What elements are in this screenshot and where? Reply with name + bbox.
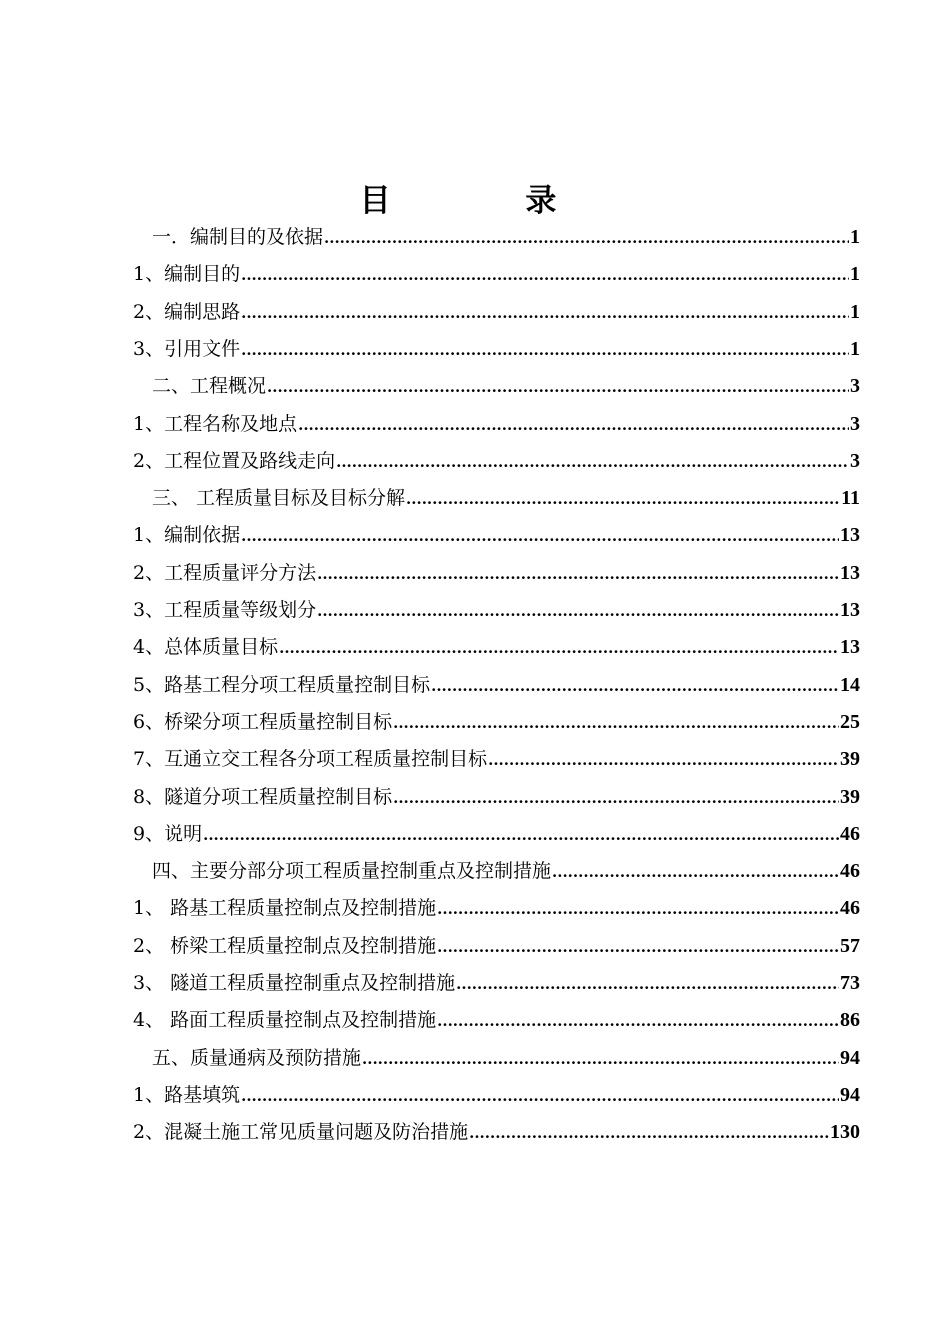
toc-entry-label: 四、主要分部分项工程质量控制重点及控制措施 <box>152 860 552 883</box>
toc-entry[interactable] <box>133 965 860 1002</box>
toc-entry[interactable] <box>133 331 860 368</box>
toc-entry-label: 1、工程名称及地点 <box>133 412 298 435</box>
toc-entry-label: 1、路基填筑 <box>133 1083 241 1106</box>
toc-dot-leader <box>437 1003 839 1040</box>
toc-entry-label: 9、说明 <box>133 822 203 845</box>
toc-entry-page-number: 1 <box>850 226 860 248</box>
toc-entry-label: 3、 隧道工程质量控制重点及控制措施 <box>133 972 456 994</box>
toc-dot-leader <box>393 705 839 742</box>
toc-dot-leader <box>241 295 849 332</box>
toc-entry-page-number: 46 <box>840 822 860 845</box>
toc-entry-page-number: 13 <box>840 636 860 659</box>
toc-entry-label: 5、路基工程分项工程质量控制目标 <box>133 673 431 696</box>
toc-entry-label: 7、互通立交工程各分项工程质量控制目标 <box>133 748 488 771</box>
toc-entry[interactable] <box>152 1040 860 1077</box>
toc-entry-page-number: 130 <box>830 1121 860 1144</box>
toc-entry-label: 1、 路基工程质量控制点及控制措施 <box>133 897 437 920</box>
toc-entry-page-number: 13 <box>840 524 860 547</box>
toc-entry-page-number: 13 <box>840 561 860 584</box>
toc-entry-page-number: 1 <box>850 337 860 360</box>
toc-entry-page-number: 13 <box>840 599 860 621</box>
toc-entry[interactable] <box>133 704 860 741</box>
toc-entry-label: 2、编制思路 <box>133 300 241 323</box>
toc-entry-page-number: 25 <box>840 710 860 733</box>
toc-entry-page-number: 46 <box>840 897 860 920</box>
toc-entry[interactable] <box>133 592 860 629</box>
toc-entry-page-number: 3 <box>850 412 860 435</box>
toc-dot-leader <box>241 518 839 555</box>
toc-entry[interactable] <box>133 406 860 443</box>
toc-entry-label: 2、工程位置及路线走向 <box>133 449 336 472</box>
toc-dot-leader <box>241 257 849 294</box>
toc-entry-label: 三、 工程质量目标及目标分解 <box>152 487 406 510</box>
toc-dot-leader <box>241 332 849 369</box>
toc-entry[interactable] <box>133 928 860 965</box>
toc-entry[interactable] <box>133 294 860 331</box>
toc-dot-leader <box>324 220 849 257</box>
toc-entry-page-number: 73 <box>840 972 860 994</box>
toc-entry-page-number: 57 <box>840 934 860 957</box>
toc-entry-label: 1、编制依据 <box>133 524 241 547</box>
toc-dot-leader <box>298 407 849 444</box>
toc-entry-page-number: 86 <box>840 1009 860 1032</box>
toc-entry[interactable] <box>133 1077 860 1114</box>
toc-entry-page-number: 3 <box>850 449 860 472</box>
toc-entry-label: 8、隧道分项工程质量控制目标 <box>133 785 393 808</box>
toc-entry-label: 3、工程质量等级划分 <box>133 599 317 621</box>
toc-dot-leader <box>317 593 839 630</box>
toc-dot-leader <box>267 369 849 406</box>
toc-dot-leader <box>488 742 839 779</box>
toc-entry-page-number: 14 <box>840 673 860 696</box>
toc-entry-label: 2、混凝土施工常见质量问题及防治措施 <box>133 1121 469 1144</box>
toc-entry-page-number: 3 <box>850 375 860 398</box>
toc-dot-leader <box>241 1078 839 1115</box>
toc-dot-leader <box>203 817 839 854</box>
toc-entry-label: 2、 桥梁工程质量控制点及控制措施 <box>133 934 437 957</box>
toc-dot-leader <box>469 1115 829 1152</box>
toc-entry[interactable] <box>133 256 860 293</box>
toc-dot-leader <box>279 630 839 667</box>
toc-entry-page-number: 94 <box>840 1083 860 1106</box>
toc-entry[interactable] <box>133 555 860 592</box>
toc-entry-page-number: 46 <box>840 860 860 883</box>
toc-dot-leader <box>437 929 839 966</box>
toc-entry-label: 6、桥梁分项工程质量控制目标 <box>133 710 393 733</box>
toc-entry-label: 2、工程质量评分方法 <box>133 561 317 584</box>
toc-dot-leader <box>393 780 839 817</box>
toc-entry[interactable] <box>133 1002 860 1039</box>
toc-entry[interactable] <box>133 629 860 666</box>
toc-entry-page-number: 39 <box>840 748 860 771</box>
toc-dot-leader <box>456 966 839 1003</box>
toc-entry-label: 3、引用文件 <box>133 337 241 360</box>
toc-entry[interactable] <box>133 816 860 853</box>
toc-entry-page-number: 39 <box>840 785 860 808</box>
toc-entry[interactable] <box>152 368 860 405</box>
toc-entry-label: 一．编制目的及依据 <box>152 226 324 248</box>
toc-entry[interactable] <box>133 779 860 816</box>
toc-entry[interactable] <box>133 443 860 480</box>
toc-entry[interactable] <box>133 741 860 778</box>
toc-entry[interactable] <box>152 480 860 517</box>
toc-entry-label: 4、总体质量目标 <box>133 636 279 659</box>
toc-dot-leader <box>437 891 839 928</box>
toc-entry-page-number: 1 <box>850 300 860 323</box>
toc-dot-leader <box>336 444 849 481</box>
toc-entry-label: 1、编制目的 <box>133 263 241 286</box>
page-title: 目 录 <box>359 183 619 219</box>
toc-entry[interactable] <box>133 1114 860 1151</box>
toc-entry-page-number: 1 <box>850 263 860 286</box>
toc-entry-page-number: 11 <box>841 487 860 510</box>
toc-entry[interactable] <box>133 890 860 927</box>
toc-dot-leader <box>406 481 840 518</box>
toc-entry[interactable] <box>133 667 860 704</box>
toc-dot-leader <box>362 1041 839 1078</box>
toc-dot-leader <box>317 556 839 593</box>
toc-entry[interactable] <box>152 219 860 256</box>
toc-entry-label: 五、质量通病及预防措施 <box>152 1046 362 1069</box>
toc-entry-label: 4、 路面工程质量控制点及控制措施 <box>133 1009 437 1032</box>
toc-entry[interactable] <box>133 517 860 554</box>
toc-dot-leader <box>431 668 839 705</box>
toc-dot-leader <box>552 854 839 891</box>
toc-entry-label: 二、工程概况 <box>152 375 267 398</box>
toc-entry-page-number: 94 <box>840 1046 860 1069</box>
toc-entry[interactable] <box>152 853 860 890</box>
